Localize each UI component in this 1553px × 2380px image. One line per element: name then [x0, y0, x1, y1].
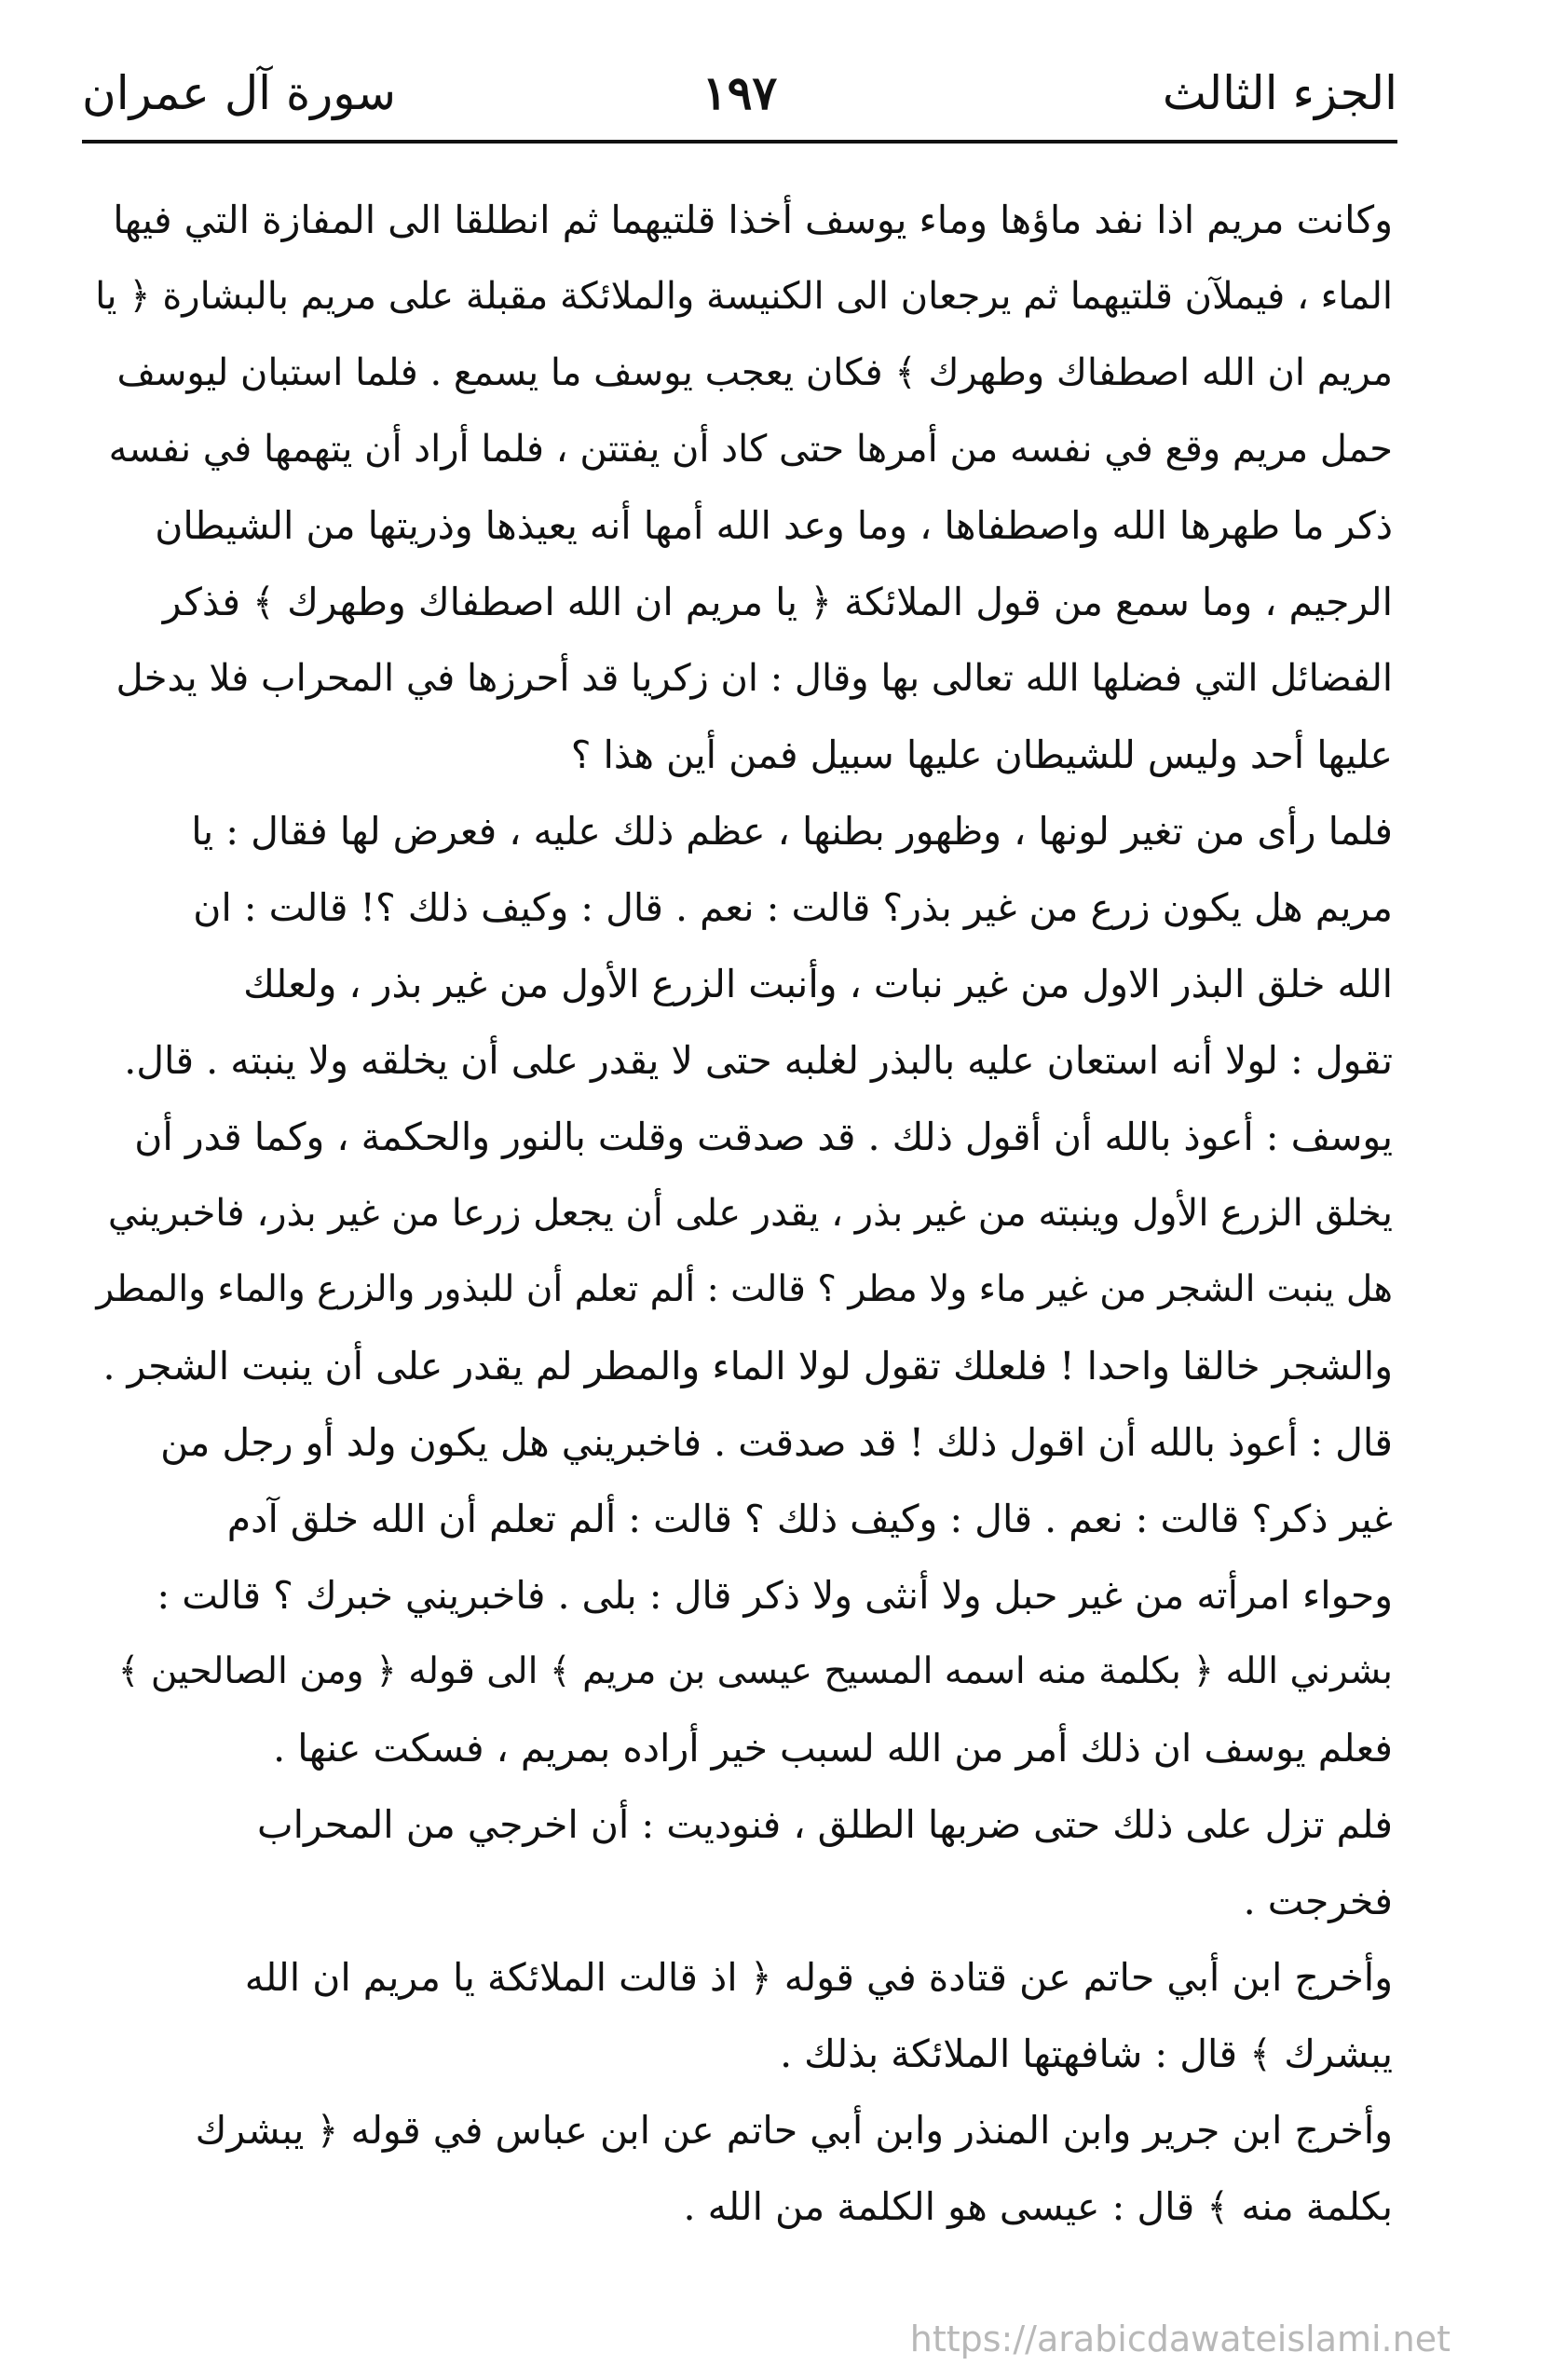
text-line: يوسف : أعوذ بالله أن أقول ذلك . قد صدقت وقلت بالنور والحكمة ، وكما قدر أن	[134, 1115, 1393, 1159]
text-line: الفضائل التي فضلها الله تعالى بها وقال : ان زكريا قد أحرزها في المحراب فلا يدخل	[116, 657, 1393, 700]
text-line: مريم هل يكون زرع من غير بذر؟ قالت : نعم . قال : وكيف ذلك ؟! قالت : ان	[193, 885, 1393, 930]
text-line: قال : أعوذ بالله أن اقول ذلك ! قد صدقت . فاخبريني هل يكون ولد أو رجل من	[160, 1420, 1393, 1465]
text-line: فلم تزل على ذلك حتى ضربها الطلق ، فنوديت : أن اخرجي من المحراب	[257, 1802, 1393, 1847]
page-number: ١٩٧	[702, 65, 778, 120]
text-line: وحواء امرأته من غير حبل ولا أنثى ولا ذكر قال : بلى . فاخبريني خبرك ؟ قالت :	[157, 1573, 1393, 1618]
text-line: تقول : لولا أنه استعان عليه بالبذر لغلبه حتى لا يقدر على أن يخلقه ولا ينبته . قال.	[124, 1038, 1393, 1083]
text-line: بشرني الله ﴿ بكلمة منه اسمه المسيح عيسى بن مريم ﴾ الى قوله ﴿ ومن الصالحين ﴾	[117, 1650, 1393, 1692]
text-line: وأخرج ابن جرير وابن المنذر وابن أبي حاتم عن ابن عباس في قوله ﴿ يبشرك	[195, 2108, 1393, 2153]
page-body	[89, 182, 1393, 2245]
text-line: بكلمة منه ﴾ قال : عيسى هو الكلمة من الله .	[683, 2184, 1393, 2229]
paragraph	[89, 1786, 1393, 1939]
part-title: الجزء الثالث	[1162, 66, 1397, 120]
watermark: https://arabicdawateislami.net	[909, 2318, 1451, 2359]
text-line: فعلم يوسف ان ذلك أمر من الله لسبب خير أراده بمريم ، فسكت عنها .	[273, 1726, 1393, 1771]
paragraph	[89, 2092, 1393, 2245]
text-line: وأخرج ابن أبي حاتم عن قتادة في قوله ﴿ اذ قالت الملائكة يا مريم ان الله	[244, 1955, 1393, 2000]
text-line: يبشرك ﴾ قال : شافهتها الملائكة بذلك .	[780, 2031, 1393, 2076]
text-line: عليها أحد وليس للشيطان عليها سبيل فمن أين هذا ؟	[570, 732, 1393, 777]
text-line: الرجيم ، وما سمع من قول الملائكة ﴿ يا مريم ان الله اصطفاك وطهرك ﴾ فذكر	[162, 580, 1393, 624]
paragraph	[89, 793, 1393, 1786]
text-line: ذكر ما طهرها الله واصطفاها ، وما وعد الله أمها أنه يعيذها وذريتها من الشيطان	[155, 503, 1393, 548]
header-divider	[82, 140, 1397, 144]
page-header	[82, 51, 1397, 140]
text-line: وكانت مريم اذا نفد ماؤها وماء يوسف أخذا قلتيهما ثم انطلقا الى المفازة التي فيها	[113, 198, 1393, 242]
text-line: الله خلق البذر الاول من غير نبات ، وأنبت الزرع الأول من غير بذر ، ولعلك	[243, 962, 1393, 1006]
text-line: والشجر خالقا واحدا ! فلعلك تقول لولا الماء والمطر لم يقدر على أن ينبت الشجر .	[102, 1344, 1393, 1388]
paragraph	[89, 1939, 1393, 2092]
text-line: مريم ان الله اصطفاك وطهرك ﴾ فكان يعجب يوسف ما يسمع . فلما استبان ليوسف	[116, 351, 1393, 394]
text-line: غير ذكر؟ قالت : نعم . قال : وكيف ذلك ؟ قالت : ألم تعلم أن الله خلق آدم	[226, 1497, 1393, 1541]
text-line: يخلق الزرع الأول وينبته من غير بذر ، يقدر على أن يجعل زرعا من غير بذر، فاخبريني	[107, 1192, 1393, 1235]
paragraph	[89, 182, 1393, 793]
text-line: حمل مريم وقع في نفسه من أمرها حتى كاد أن يفتتن ، فلما أراد أن يتهمها في نفسه	[108, 428, 1393, 471]
text-line: هل ينبت الشجر من غير ماء ولا مطر ؟ قالت : ألم تعلم أن للبذور والزرع والماء والمطر	[96, 1268, 1393, 1310]
text-line: فخرجت .	[1243, 1879, 1393, 1923]
surah-title: سورة آل عمران	[82, 66, 397, 120]
text-line: الماء ، فيملآن قلتيهما ثم يرجعان الى الكنيسة والملائكة مقبلة على مريم بالبشارة ﴿ يا	[95, 275, 1393, 318]
text-line: فلما رأى من تغير لونها ، وظهور بطنها ، عظم ذلك عليه ، فعرض لها فقال : يا	[191, 809, 1393, 854]
